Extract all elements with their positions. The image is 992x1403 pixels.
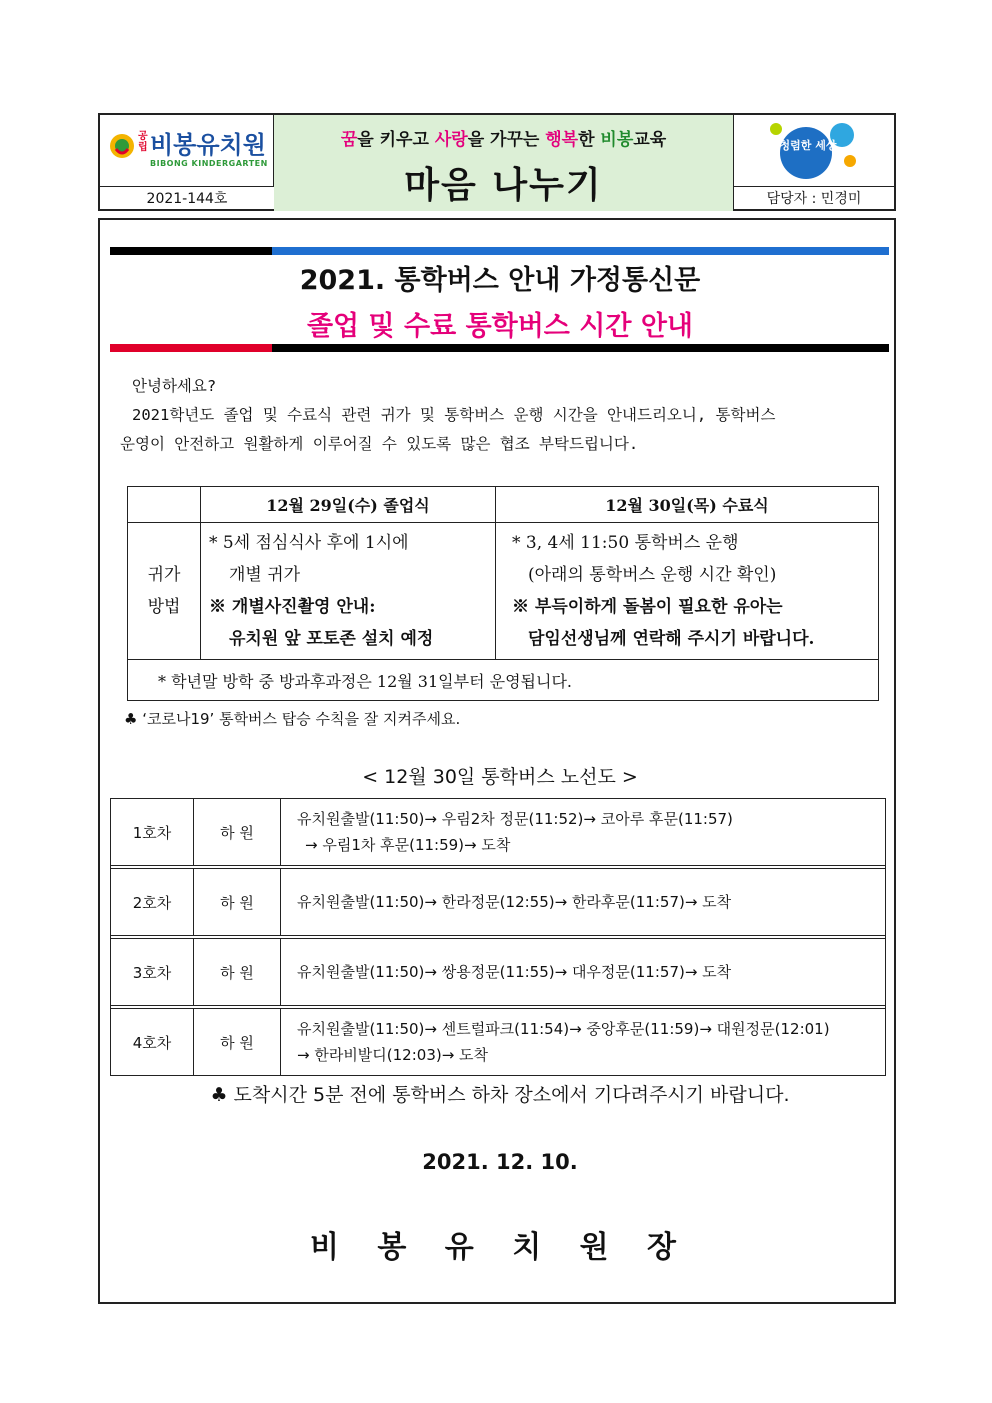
kindergarten-logo-icon — [108, 129, 136, 163]
issue-number: 2021-144호 — [146, 191, 228, 207]
emblem-text: 청렴한 세상 — [779, 139, 837, 152]
graduation-line-3: ※ 개별사진촬영 안내: — [209, 597, 376, 617]
table-row — [111, 799, 886, 866]
completion-line-1: * 3, 4세 11:50 통학버스 운행 — [512, 533, 739, 553]
route-map-title: < 12월 30일 통학버스 노선도 > — [362, 766, 638, 788]
slogan — [274, 125, 733, 150]
row-label-line-2: 방법 — [147, 597, 181, 617]
route-stops-line-2: → 우림1차 후문(11:59)→ 도착 — [305, 836, 511, 854]
greeting: 안녕하세요? — [132, 377, 217, 395]
graduation-cell — [201, 523, 496, 660]
newsletter-header — [98, 113, 896, 211]
afterschool-note: * 학년말 방학 중 방과후과정은 12월 31일부터 운영됩니다. — [128, 660, 879, 701]
intro-line-1: 2021학년도 졸업 및 수료식 관련 귀가 및 통학버스 운행 시간을 안내드리오니, 통학버스 — [132, 406, 776, 424]
bus-number: 3호차 — [111, 939, 194, 1006]
slogan-segment: 을 가꾸는 — [467, 130, 546, 150]
completion-header: 12월 30일(목) 수료식 — [496, 487, 879, 523]
route-stops: 유치원출발(11:50)→ 한라정문(12:55)→ 한라후문(11:57)→ 도착 — [281, 869, 886, 936]
route-stops: 유치원출발(11:50)→ 쌍용정문(11:55)→ 대우정문(11:57)→ 도착 — [281, 939, 886, 1006]
row-label — [128, 523, 201, 660]
document-title: 2021. 통학버스 안내 가정통신문 — [299, 265, 701, 296]
slogan-segment: 꿈 — [340, 130, 358, 150]
bus-route-table — [110, 798, 886, 1076]
logo-text: 비봉유치원 — [150, 131, 266, 159]
bus-number: 4호차 — [111, 1009, 194, 1076]
title-cell — [274, 115, 734, 211]
route-type: 하 원 — [194, 869, 281, 936]
route-stops — [281, 1009, 886, 1076]
slogan-segment: 행복 — [545, 130, 579, 150]
slogan-segment: 을 키우고 — [357, 130, 435, 150]
slogan-segment: 한 — [578, 130, 601, 150]
route-stops-line-2: → 한라비발디(12:03)→ 도착 — [297, 1046, 489, 1064]
route-type: 하 원 — [194, 939, 281, 1006]
graduation-line-4: 유치원 앞 포토존 설치 예정 — [229, 629, 434, 649]
table-row — [111, 869, 886, 936]
newsletter-title: 마음 나누기 — [404, 165, 603, 206]
document-subtitle: 졸업 및 수료 통학버스 시간 안내 — [306, 311, 694, 342]
graduation-header: 12월 29일(수) 졸업식 — [201, 487, 496, 523]
logo-cell — [100, 115, 274, 187]
completion-cell — [496, 523, 879, 660]
graduation-line-2: 개별 귀가 — [229, 565, 301, 585]
completion-line-3: ※ 부득이하게 돌봄이 필요한 유아는 — [512, 597, 783, 617]
bus-number: 2호차 — [111, 869, 194, 936]
row-label-line-1: 귀가 — [147, 565, 181, 585]
route-stops — [281, 799, 886, 866]
top-bar-black — [110, 247, 272, 255]
bus-number: 1호차 — [111, 799, 194, 866]
route-stops-line-1: 유치원출발(11:50)→ 우림2차 정문(11:52)→ 코아루 후문(11:57) — [297, 810, 733, 828]
bottom-bar-red — [110, 344, 272, 352]
route-type: 하 원 — [194, 799, 281, 866]
slogan-segment: 비봉 — [600, 130, 634, 150]
table-row — [111, 1009, 886, 1076]
logo-subtitle: BIBONG KINDERGARTEN — [150, 159, 268, 168]
blank-header-cell — [128, 487, 201, 523]
table-row — [128, 523, 879, 660]
completion-line-2: (아래의 통학버스 운행 시간 확인) — [528, 565, 777, 585]
intro-line-2: 운영이 안전하고 원활하게 이루어질 수 있도록 많은 협조 부탁드립니다. — [120, 435, 639, 453]
intro-text — [120, 372, 876, 459]
slogan-segment: 교육 — [633, 130, 667, 150]
table-header-row — [128, 487, 879, 523]
table-row — [111, 939, 886, 1006]
logo-badge: 공립 — [138, 131, 148, 153]
route-type: 하 원 — [194, 1009, 281, 1076]
top-bar-blue — [272, 247, 889, 255]
bottom-bar-black — [272, 344, 889, 352]
document-date: 2021. 12. 10. — [422, 1150, 578, 1174]
graduation-line-1: * 5세 점심식사 후에 1시에 — [209, 533, 409, 553]
return-method-table — [127, 486, 879, 701]
closing-note: ♣ 도착시간 5분 전에 통학버스 하차 장소에서 기다려주시기 바랍니다. — [210, 1084, 790, 1106]
emblem-cell — [734, 115, 894, 187]
covid-note: ♣ ‘코로나19’ 통학버스 탑승 수칙을 잘 지켜주세요. — [124, 710, 461, 728]
slogan-segment: 사랑 — [434, 130, 468, 150]
route-stops-line-1: 유치원출발(11:50)→ 센트럴파크(11:54)→ 중앙후문(11:59)→ 대원정문(12:01) — [297, 1020, 830, 1038]
note-row — [128, 660, 879, 701]
principal-signature: 비 봉 유 치 원 장 — [309, 1230, 691, 1265]
manager-label: 담당자 : 민경미 — [766, 191, 862, 207]
completion-line-4: 담임선생님께 연락해 주시기 바랍니다. — [528, 629, 815, 649]
